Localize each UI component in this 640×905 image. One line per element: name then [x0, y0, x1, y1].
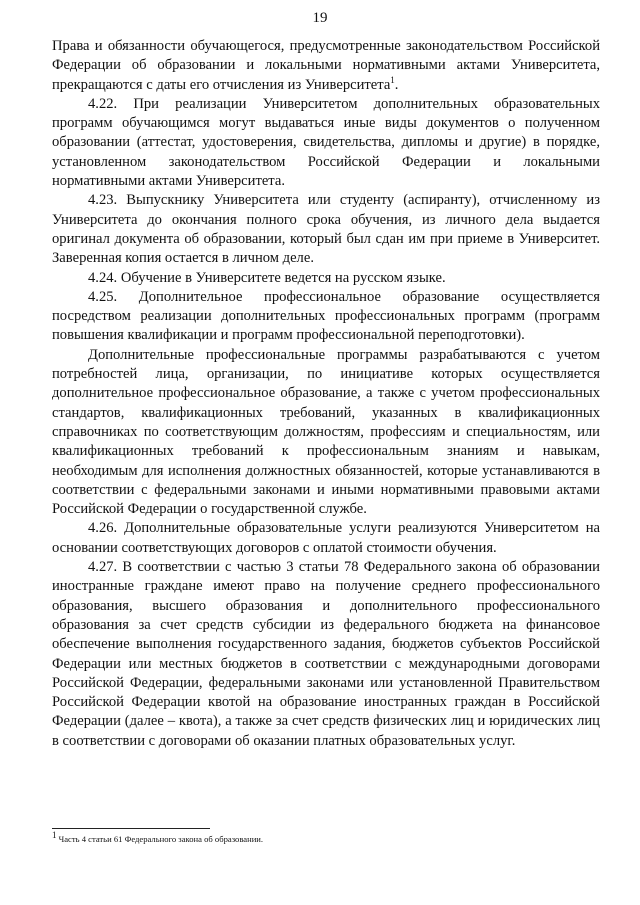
- paragraph-rights-termination: [52, 37, 600, 95]
- document-body: [52, 37, 600, 751]
- paragraph-4-23: 4.23. Выпускнику Университета или студенту (аспиранту), отчисленному из Университета до окончания полного срока обучения, из личного дела выдается оригинал документа об образовании, который был сдан им при приеме в Университет. Заверенная копия остается в личном деле.: [52, 192, 600, 267]
- paragraph-dpo-programs: Дополнительные профессиональные программы разрабатываются с учетом потребностей лица, организации, по инициативе которых осуществляется дополнительное профессиональное образование, а также с учетом профессиональных стандартов, квалификационных требований, указанных в квалификационных справочниках по соответствующим должностям, профессиям и специальностям, или квалификационных требований к профессиональным знаниям и навыкам, необходимым для исполнения должностных обязанностей, которые устанавливаются в соответствии с федеральными законами и иными нормативными правовыми актами Российской Федерации о государственной службе.: [52, 346, 600, 518]
- footnote-mark: 1: [52, 830, 57, 841]
- footnote-text: Часть 4 статьи 61 Федерального закона об образовании.: [58, 834, 264, 844]
- paragraph-4-26: 4.26. Дополнительные образовательные услуги реализуются Университетом на основании соответствующих договоров с оплатой стоимости обучения.: [52, 520, 600, 556]
- paragraph-4-24: 4.24. Обучение в Университете ведется на русском языке.: [88, 269, 446, 286]
- footnote-separator: [52, 828, 210, 829]
- footnote-reference[interactable]: 1: [390, 74, 395, 85]
- paragraph-4-25: 4.25. Дополнительное профессиональное образование осуществляется посредством реализации дополнительных профессиональных программ (программ повышения квалификации и программ профессиональной переподготовки).: [52, 288, 600, 344]
- footnote: [52, 830, 600, 845]
- paragraph-4-27: 4.27. В соответствии с частью 3 статьи 78 Федерального закона об образовании иностранные граждане имеют право на получение среднего профессионального образования, высшего образования и дополнительного профессионального образования за счет средств субсидии из федерального бюджета на финансовое обеспечение выполнения государственного задания, бюджетов субъектов Российской Федерации или местных бюджетов в соответствии с международными договорами Российской Федерации, федеральными законами или установленной Правительством Российской Федерации квотой на образование иностранных граждан в Российской Федерации (далее – квота), а также за счет средств физических лиц и юридических лиц в соответствии с договорами об оказании платных образовательных услуг.: [52, 559, 600, 749]
- paragraph-4-22: 4.22. При реализации Университетом дополнительных образовательных программ обучающимся могут выдаваться иные виды документов о полученном образовании (аттестат, удостоверения, свидетельства, дипломы и другие) в порядке, установленном законодательством Российской Федерации и локальными нормативными актами Университета.: [52, 95, 600, 190]
- page-number: 19: [312, 10, 328, 26]
- paragraph-tail: .: [394, 76, 399, 93]
- paragraph-text: Права и обязанности обучающегося, предусмотренные законодательством Российской Федерации об образовании и локальными нормативными актами Университета, прекращаются с даты его отчисления из Университета: [52, 38, 600, 93]
